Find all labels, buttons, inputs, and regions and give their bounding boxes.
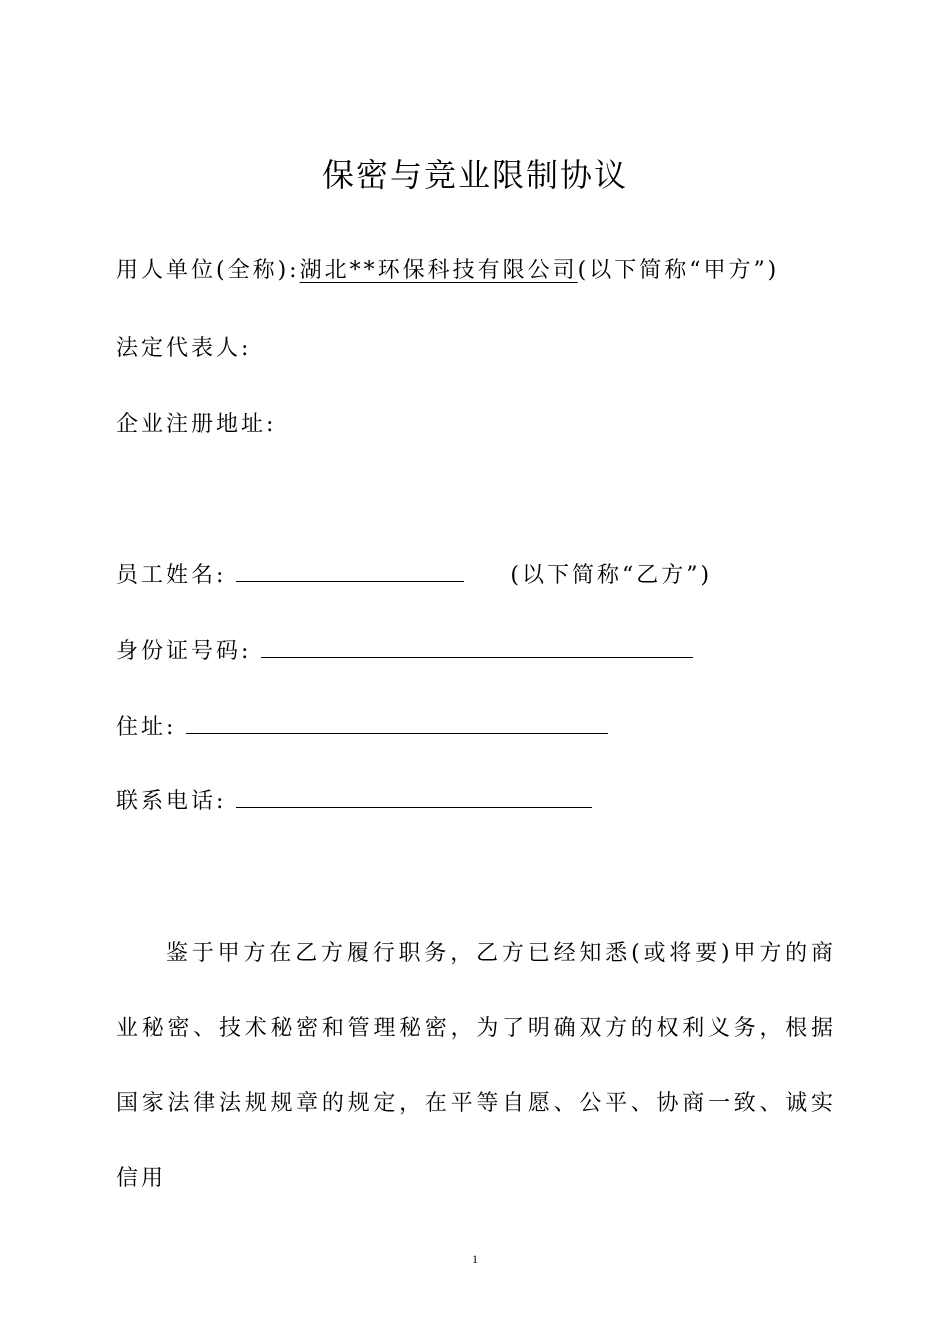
company-address-label: 企业注册地址: (116, 412, 277, 437)
legal-rep-label: 法定代表人: (116, 336, 252, 361)
employee-name-line (116, 559, 712, 592)
employer-suffix: (以下简称“甲方”) (577, 258, 780, 283)
employer-line (116, 255, 779, 287)
phone-blank[interactable] (236, 785, 592, 808)
id-number-line (116, 635, 693, 668)
document-title: 保密与竞业限制协议 (321, 156, 628, 194)
employee-name-label: 员工姓名: (116, 563, 227, 588)
legal-rep-line (116, 333, 251, 365)
id-number-blank[interactable] (261, 635, 693, 658)
preamble-paragraph: 鉴于甲方在乙方履行职务，乙方已经知悉(或将要)甲方的商业秘密、技术秘密和管理秘密，为了明确双方的权利义务，根据国家法律法规规章的规定，在平等自愿、公平、协商一致、诚实信用 (116, 941, 836, 1191)
id-number-label: 身份证号码: (116, 639, 252, 664)
employer-label: 用人单位(全称): (116, 258, 300, 283)
page-number: 1 (472, 1252, 478, 1266)
employee-name-suffix: (以下简称“乙方”) (510, 563, 713, 588)
employee-name-blank[interactable] (236, 559, 464, 582)
phone-line (116, 785, 592, 818)
employee-address-label: 住址: (116, 715, 177, 740)
employee-address-line (116, 711, 608, 744)
employee-address-blank[interactable] (186, 711, 608, 734)
employer-name: 湖北**环保科技有限公司 (299, 258, 578, 283)
company-address-line (116, 409, 276, 441)
phone-label: 联系电话: (116, 789, 227, 814)
